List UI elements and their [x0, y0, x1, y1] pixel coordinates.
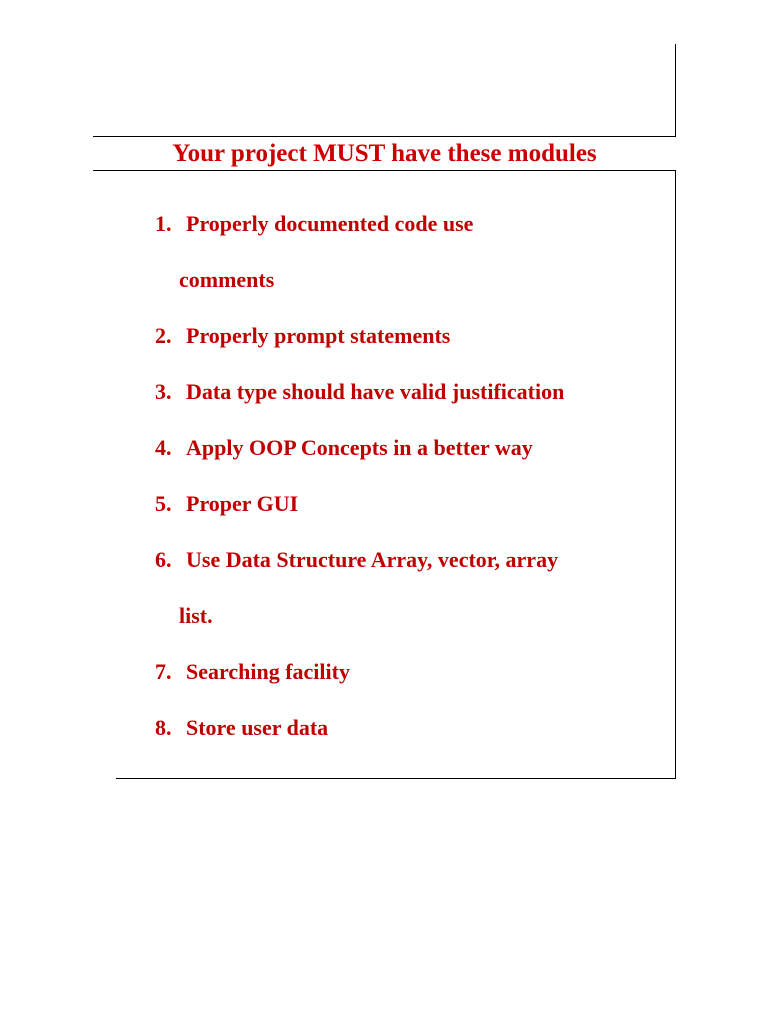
list-item-text: Store user data — [186, 715, 329, 740]
page-title: Your project MUST have these modules — [172, 140, 597, 167]
list-item-text: Apply OOP Concepts in a better way — [186, 435, 533, 460]
list-item-4 — [155, 434, 533, 462]
list-item-3 — [155, 378, 564, 406]
list-item-number: 7. — [155, 659, 172, 684]
list-item-number: 8. — [155, 715, 172, 740]
list-item-6 — [155, 546, 558, 574]
list-item-8 — [155, 714, 328, 742]
list-item-number: 1. — [155, 211, 172, 236]
list-item-7 — [155, 658, 350, 686]
list-item-text: Properly documented code use — [186, 211, 474, 236]
list-item-text: Properly prompt statements — [186, 323, 451, 348]
list-item-1-continuation: comments — [179, 267, 275, 292]
list-item-5 — [155, 490, 298, 518]
list-item-6-continuation: list. — [179, 603, 213, 628]
list-item-number: 6. — [155, 547, 172, 572]
top-right-border-line — [675, 44, 676, 137]
list-item-number: 3. — [155, 379, 172, 404]
list-item-1 — [155, 210, 473, 238]
list-item-2 — [155, 322, 450, 350]
list-item-text: Proper GUI — [186, 491, 299, 516]
list-item-number: 4. — [155, 435, 172, 460]
list-item-number: 5. — [155, 491, 172, 516]
list-right-border-line — [675, 170, 676, 779]
list-item-number: 2. — [155, 323, 172, 348]
heading-bottom-rule — [93, 170, 676, 171]
list-item-text: Searching facility — [186, 659, 350, 684]
list-item-text: Use Data Structure Array, vector, array — [186, 547, 559, 572]
heading-top-rule — [93, 136, 676, 137]
list-bottom-rule — [116, 778, 676, 779]
list-item-text: Data type should have valid justification — [186, 379, 565, 404]
